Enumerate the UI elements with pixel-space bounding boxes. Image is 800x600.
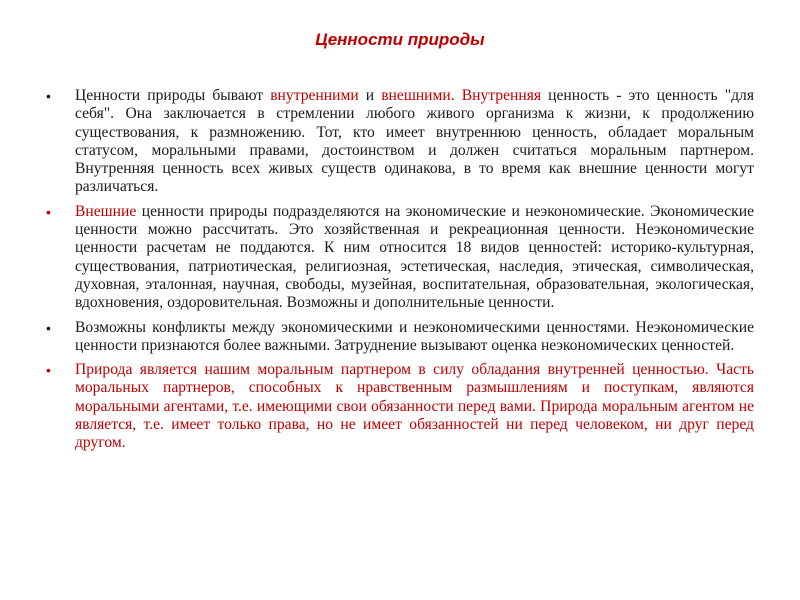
highlight-outer: внешними. [381, 87, 455, 104]
highlight-outer-values: Внешние [75, 202, 137, 220]
highlight-inner: внутренними [270, 87, 359, 104]
list-item-inner-outer-values [46, 87, 754, 197]
text-run: ценность - это ценность "для себя". Она заключается в стремлении любого живого организма к жизни, к продолжению существования, к размножению. Тот, кто имеет внутреннюю ценность, обладает моральным статусом, моральными правами, достоинством и должен считаться моральным партнером. Внутренняя ценность всех живых существ одинакова, в то время как внешние ценности могут различаться. [75, 87, 754, 196]
text-run: Природа является нашим моральным партнером в силу обладания внутренней ценностью. Часть моральных партнеров, способных к нравственным размышлениям и поступкам, являются моральными агентами, т.е. имеющими свои обязанности перед вами. Природа моральным агентом не является, т.е. имеет только права, но не имеет обязанностей ни перед человеком, ни друг перед другом. [75, 361, 754, 452]
list-item-moral-partner [46, 361, 754, 452]
content-body [46, 87, 754, 459]
bullet-list [46, 87, 754, 453]
bullet-icon: • [46, 319, 51, 336]
text-run: ценности природы подразделяются на экономические и неэкономические. Экономические ценности можно рассчитать. Это хозяйственная и рекреационная ценности. Неэкономические ценности расчетам не поддаются. К ним относится 18 видов ценностей: историко-культурная, существования, патриотическая, религиозная, эстетическая, наследия, этическая, символическая, духовная, эталонная, научная, свободы, музейная, воспитательная, образовательная, экологическая, вдохновения, оздоровительная. Возможны и дополнительные ценности. [75, 202, 754, 312]
highlight-inner-value: Внутренняя [461, 87, 542, 104]
page-title: Ценности природы [315, 30, 485, 49]
bullet-icon: • [46, 203, 51, 220]
text-run: Ценности природы бывают [75, 87, 271, 104]
bullet-icon: • [46, 362, 51, 379]
list-item-conflicts [46, 319, 754, 356]
list-item-outer-values [46, 203, 754, 313]
text-run: Возможны конфликты между экономическими и неэкономическими ценностями. Неэкономические ценности признаются более важными. Затруднение вызывают оценка неэкономических ценностей. [75, 318, 754, 354]
bullet-icon: • [46, 88, 51, 104]
text-run [455, 87, 462, 104]
text-run: и [358, 87, 382, 104]
